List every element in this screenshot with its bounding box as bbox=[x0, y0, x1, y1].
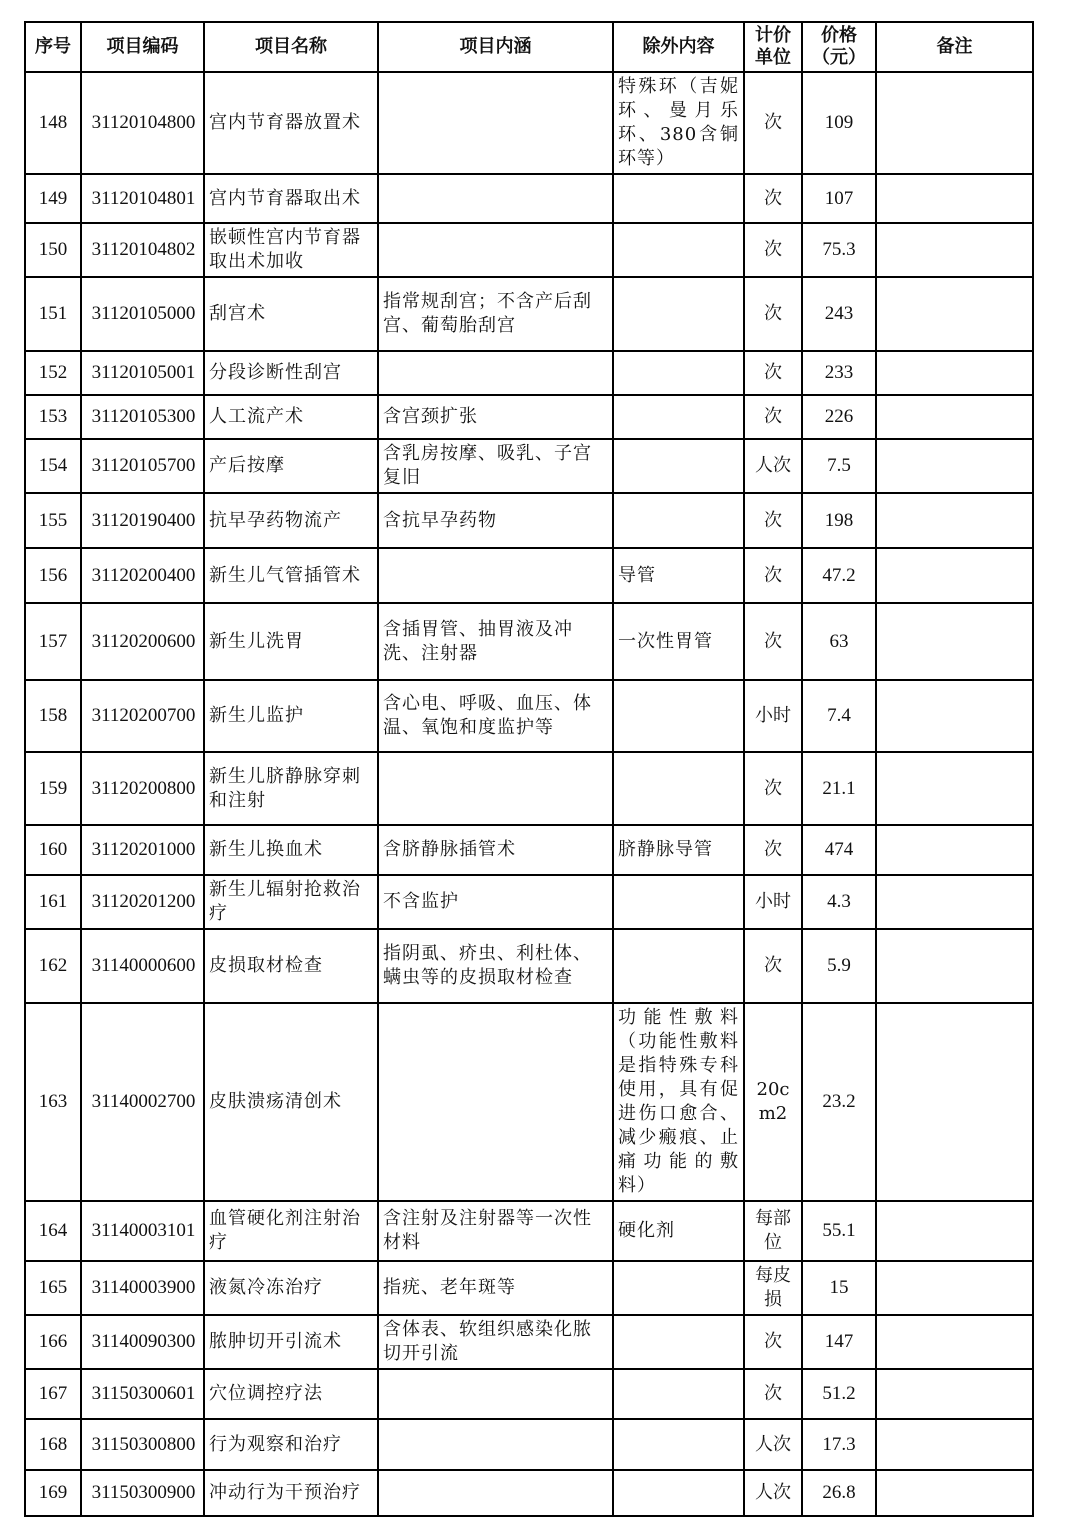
cell-unit: 次 bbox=[744, 72, 802, 174]
cell-exclude bbox=[613, 223, 744, 277]
cell-price: 147 bbox=[802, 1315, 876, 1369]
cell-unit: 次 bbox=[744, 825, 802, 875]
cell-note bbox=[876, 351, 1033, 395]
cell-content: 含宫颈扩张 bbox=[378, 395, 613, 439]
cell-seq: 158 bbox=[25, 680, 81, 752]
cell-name: 冲动行为干预治疗 bbox=[204, 1470, 378, 1516]
cell-name: 皮肤溃疡清创术 bbox=[204, 1003, 378, 1201]
cell-content bbox=[378, 548, 613, 603]
cell-code: 31120105001 bbox=[81, 351, 204, 395]
header-seq: 序号 bbox=[25, 22, 81, 72]
cell-note bbox=[876, 680, 1033, 752]
cell-unit: 次 bbox=[744, 493, 802, 548]
cell-price: 55.1 bbox=[802, 1201, 876, 1261]
cell-seq: 161 bbox=[25, 875, 81, 929]
cell-seq: 167 bbox=[25, 1369, 81, 1419]
cell-seq: 148 bbox=[25, 72, 81, 174]
cell-content: 含抗早孕药物 bbox=[378, 493, 613, 548]
cell-price: 243 bbox=[802, 277, 876, 351]
cell-name: 液氮冷冻治疗 bbox=[204, 1261, 378, 1315]
cell-unit: 人次 bbox=[744, 1419, 802, 1470]
cell-exclude bbox=[613, 875, 744, 929]
cell-name: 宫内节育器取出术 bbox=[204, 174, 378, 223]
cell-name: 新生儿监护 bbox=[204, 680, 378, 752]
table-row bbox=[25, 439, 1033, 493]
cell-price: 7.4 bbox=[802, 680, 876, 752]
cell-code: 31120201000 bbox=[81, 825, 204, 875]
cell-name: 脓肿切开引流术 bbox=[204, 1315, 378, 1369]
cell-content bbox=[378, 1419, 613, 1470]
table-row bbox=[25, 680, 1033, 752]
table-body bbox=[25, 72, 1033, 1516]
cell-unit: 次 bbox=[744, 1315, 802, 1369]
cell-exclude bbox=[613, 174, 744, 223]
cell-note bbox=[876, 1369, 1033, 1419]
cell-price: 15 bbox=[802, 1261, 876, 1315]
cell-unit: 20cm2 bbox=[744, 1003, 802, 1201]
cell-code: 31120200600 bbox=[81, 603, 204, 680]
table-row bbox=[25, 223, 1033, 277]
cell-content: 含注射及注射器等一次性材料 bbox=[378, 1201, 613, 1261]
price-table bbox=[24, 21, 1034, 1517]
cell-name: 皮损取材检查 bbox=[204, 929, 378, 1003]
cell-content bbox=[378, 1003, 613, 1201]
cell-code: 31120104801 bbox=[81, 174, 204, 223]
cell-content: 含插胃管、抽胃液及冲洗、注射器 bbox=[378, 603, 613, 680]
cell-name: 产后按摩 bbox=[204, 439, 378, 493]
cell-code: 31140090300 bbox=[81, 1315, 204, 1369]
cell-name: 宫内节育器放置术 bbox=[204, 72, 378, 174]
cell-note bbox=[876, 174, 1033, 223]
cell-content bbox=[378, 174, 613, 223]
cell-name: 分段诊断性刮宫 bbox=[204, 351, 378, 395]
cell-unit: 次 bbox=[744, 395, 802, 439]
cell-code: 31120201200 bbox=[81, 875, 204, 929]
cell-seq: 152 bbox=[25, 351, 81, 395]
cell-unit: 次 bbox=[744, 1369, 802, 1419]
cell-name: 人工流产术 bbox=[204, 395, 378, 439]
cell-unit: 次 bbox=[744, 174, 802, 223]
cell-price: 75.3 bbox=[802, 223, 876, 277]
table-row bbox=[25, 1261, 1033, 1315]
header-code: 项目编码 bbox=[81, 22, 204, 72]
cell-unit: 次 bbox=[744, 929, 802, 1003]
cell-note bbox=[876, 1003, 1033, 1201]
cell-seq: 150 bbox=[25, 223, 81, 277]
cell-note bbox=[876, 1419, 1033, 1470]
header-content: 项目内涵 bbox=[378, 22, 613, 72]
table-row bbox=[25, 174, 1033, 223]
cell-price: 7.5 bbox=[802, 439, 876, 493]
cell-content bbox=[378, 223, 613, 277]
table-row bbox=[25, 548, 1033, 603]
cell-content: 含体表、软组织感染化脓切开引流 bbox=[378, 1315, 613, 1369]
cell-unit: 次 bbox=[744, 223, 802, 277]
cell-name: 行为观察和治疗 bbox=[204, 1419, 378, 1470]
table-row bbox=[25, 493, 1033, 548]
cell-exclude: 一次性胃管 bbox=[613, 603, 744, 680]
cell-price: 4.3 bbox=[802, 875, 876, 929]
header-exclude: 除外内容 bbox=[613, 22, 744, 72]
table-row bbox=[25, 277, 1033, 351]
cell-price: 107 bbox=[802, 174, 876, 223]
cell-code: 31120200700 bbox=[81, 680, 204, 752]
table-header-row bbox=[25, 22, 1033, 72]
cell-name: 新生儿气管插管术 bbox=[204, 548, 378, 603]
table-row bbox=[25, 395, 1033, 439]
cell-note bbox=[876, 1201, 1033, 1261]
cell-note bbox=[876, 223, 1033, 277]
cell-exclude bbox=[613, 1315, 744, 1369]
cell-exclude bbox=[613, 395, 744, 439]
cell-exclude: 硬化剂 bbox=[613, 1201, 744, 1261]
cell-seq: 162 bbox=[25, 929, 81, 1003]
cell-note bbox=[876, 548, 1033, 603]
cell-unit: 次 bbox=[744, 548, 802, 603]
cell-unit: 人次 bbox=[744, 439, 802, 493]
cell-price: 198 bbox=[802, 493, 876, 548]
cell-content: 指阴虱、疥虫、利杜体、螨虫等的皮损取材检查 bbox=[378, 929, 613, 1003]
cell-unit: 人次 bbox=[744, 1470, 802, 1516]
cell-note bbox=[876, 875, 1033, 929]
header-note: 备注 bbox=[876, 22, 1033, 72]
cell-content bbox=[378, 72, 613, 174]
cell-price: 26.8 bbox=[802, 1470, 876, 1516]
cell-unit: 每部位 bbox=[744, 1201, 802, 1261]
cell-code: 31120190400 bbox=[81, 493, 204, 548]
cell-name: 新生儿辐射抢救治疗 bbox=[204, 875, 378, 929]
table-row bbox=[25, 603, 1033, 680]
cell-name: 穴位调控疗法 bbox=[204, 1369, 378, 1419]
cell-exclude bbox=[613, 680, 744, 752]
cell-note bbox=[876, 277, 1033, 351]
cell-content: 不含监护 bbox=[378, 875, 613, 929]
cell-code: 31120105000 bbox=[81, 277, 204, 351]
cell-seq: 153 bbox=[25, 395, 81, 439]
cell-seq: 154 bbox=[25, 439, 81, 493]
cell-code: 31140002700 bbox=[81, 1003, 204, 1201]
header-price: 价格（元） bbox=[802, 22, 876, 72]
cell-content bbox=[378, 1369, 613, 1419]
cell-exclude bbox=[613, 351, 744, 395]
cell-content bbox=[378, 752, 613, 825]
cell-note bbox=[876, 603, 1033, 680]
cell-price: 17.3 bbox=[802, 1419, 876, 1470]
cell-code: 31120105700 bbox=[81, 439, 204, 493]
table-row bbox=[25, 929, 1033, 1003]
header-unit: 计价单位 bbox=[744, 22, 802, 72]
cell-unit: 次 bbox=[744, 351, 802, 395]
cell-content: 指疣、老年斑等 bbox=[378, 1261, 613, 1315]
cell-content: 含脐静脉插管术 bbox=[378, 825, 613, 875]
cell-name: 抗早孕药物流产 bbox=[204, 493, 378, 548]
table-row bbox=[25, 825, 1033, 875]
cell-unit: 每皮损 bbox=[744, 1261, 802, 1315]
cell-code: 31120104800 bbox=[81, 72, 204, 174]
cell-exclude bbox=[613, 277, 744, 351]
cell-note bbox=[876, 929, 1033, 1003]
table-row bbox=[25, 1419, 1033, 1470]
header-name: 项目名称 bbox=[204, 22, 378, 72]
cell-note bbox=[876, 1470, 1033, 1516]
cell-content: 含乳房按摩、吸乳、子宫复旧 bbox=[378, 439, 613, 493]
cell-seq: 155 bbox=[25, 493, 81, 548]
cell-seq: 164 bbox=[25, 1201, 81, 1261]
cell-seq: 159 bbox=[25, 752, 81, 825]
table-row bbox=[25, 72, 1033, 174]
cell-exclude bbox=[613, 1261, 744, 1315]
cell-exclude bbox=[613, 752, 744, 825]
cell-code: 31150300800 bbox=[81, 1419, 204, 1470]
cell-code: 31120104802 bbox=[81, 223, 204, 277]
cell-code: 31120105300 bbox=[81, 395, 204, 439]
cell-unit: 次 bbox=[744, 752, 802, 825]
cell-price: 21.1 bbox=[802, 752, 876, 825]
cell-code: 31120200400 bbox=[81, 548, 204, 603]
cell-exclude bbox=[613, 929, 744, 1003]
cell-code: 31140000600 bbox=[81, 929, 204, 1003]
cell-note bbox=[876, 752, 1033, 825]
cell-seq: 149 bbox=[25, 174, 81, 223]
cell-unit: 小时 bbox=[744, 680, 802, 752]
cell-exclude bbox=[613, 439, 744, 493]
cell-code: 31140003101 bbox=[81, 1201, 204, 1261]
cell-seq: 160 bbox=[25, 825, 81, 875]
cell-name: 嵌顿性宫内节育器取出术加收 bbox=[204, 223, 378, 277]
cell-note bbox=[876, 1315, 1033, 1369]
cell-exclude: 功能性敷料（功能性敷料是指特殊专科使用，具有促进伤口愈合、减少瘢痕、止痛功能的敷料） bbox=[613, 1003, 744, 1201]
cell-seq: 165 bbox=[25, 1261, 81, 1315]
cell-price: 233 bbox=[802, 351, 876, 395]
cell-exclude: 脐静脉导管 bbox=[613, 825, 744, 875]
cell-name: 新生儿洗胃 bbox=[204, 603, 378, 680]
table-row bbox=[25, 1315, 1033, 1369]
table-row bbox=[25, 875, 1033, 929]
cell-note bbox=[876, 493, 1033, 548]
cell-unit: 次 bbox=[744, 277, 802, 351]
cell-name: 血管硬化剂注射治疗 bbox=[204, 1201, 378, 1261]
cell-content: 指常规刮宫；不含产后刮宫、葡萄胎刮宫 bbox=[378, 277, 613, 351]
cell-content bbox=[378, 351, 613, 395]
cell-exclude bbox=[613, 493, 744, 548]
cell-code: 31120200800 bbox=[81, 752, 204, 825]
cell-code: 31150300900 bbox=[81, 1470, 204, 1516]
price-table-sheet bbox=[24, 21, 1032, 1517]
cell-exclude: 导管 bbox=[613, 548, 744, 603]
cell-code: 31150300601 bbox=[81, 1369, 204, 1419]
cell-exclude bbox=[613, 1369, 744, 1419]
cell-note bbox=[876, 439, 1033, 493]
cell-seq: 166 bbox=[25, 1315, 81, 1369]
cell-price: 47.2 bbox=[802, 548, 876, 603]
cell-exclude bbox=[613, 1419, 744, 1470]
cell-exclude: 特殊环（吉妮环、曼月乐环、380含铜环等） bbox=[613, 72, 744, 174]
cell-price: 5.9 bbox=[802, 929, 876, 1003]
table-row bbox=[25, 1369, 1033, 1419]
table-row bbox=[25, 1201, 1033, 1261]
cell-price: 63 bbox=[802, 603, 876, 680]
cell-seq: 168 bbox=[25, 1419, 81, 1470]
cell-price: 23.2 bbox=[802, 1003, 876, 1201]
cell-content: 含心电、呼吸、血压、体温、氧饱和度监护等 bbox=[378, 680, 613, 752]
cell-name: 新生儿脐静脉穿刺和注射 bbox=[204, 752, 378, 825]
cell-price: 109 bbox=[802, 72, 876, 174]
cell-name: 刮宫术 bbox=[204, 277, 378, 351]
cell-content bbox=[378, 1470, 613, 1516]
cell-exclude bbox=[613, 1470, 744, 1516]
cell-name: 新生儿换血术 bbox=[204, 825, 378, 875]
cell-seq: 157 bbox=[25, 603, 81, 680]
table-row bbox=[25, 1470, 1033, 1516]
cell-unit: 次 bbox=[744, 603, 802, 680]
cell-seq: 156 bbox=[25, 548, 81, 603]
cell-unit: 小时 bbox=[744, 875, 802, 929]
cell-note bbox=[876, 825, 1033, 875]
cell-note bbox=[876, 72, 1033, 174]
cell-seq: 151 bbox=[25, 277, 81, 351]
cell-price: 51.2 bbox=[802, 1369, 876, 1419]
cell-note bbox=[876, 395, 1033, 439]
table-row bbox=[25, 1003, 1033, 1201]
cell-code: 31140003900 bbox=[81, 1261, 204, 1315]
cell-price: 226 bbox=[802, 395, 876, 439]
table-row bbox=[25, 752, 1033, 825]
cell-price: 474 bbox=[802, 825, 876, 875]
cell-seq: 169 bbox=[25, 1470, 81, 1516]
cell-seq: 163 bbox=[25, 1003, 81, 1201]
table-row bbox=[25, 351, 1033, 395]
cell-note bbox=[876, 1261, 1033, 1315]
